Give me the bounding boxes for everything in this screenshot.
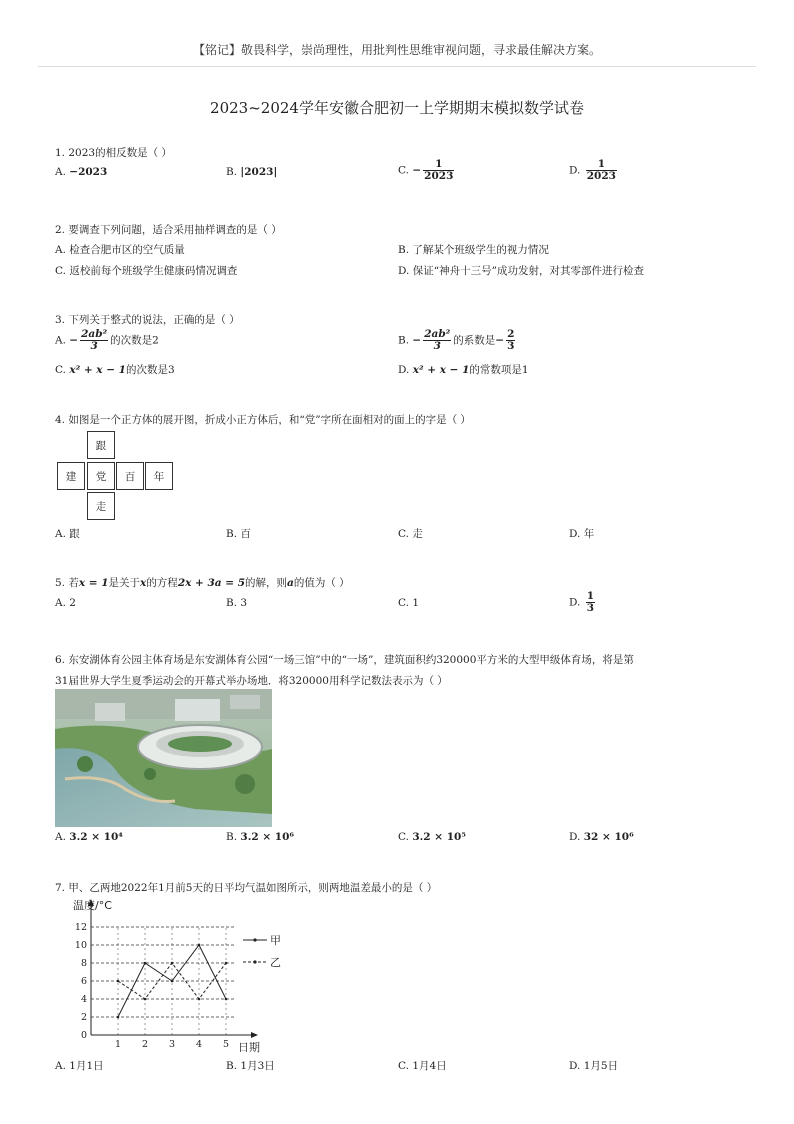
- q7-option-c: C. 1月4日: [398, 1060, 447, 1072]
- chart-y-tick-label: 10: [74, 940, 87, 951]
- q5-option-d: D. $\frac{1}{3}$: [569, 590, 595, 615]
- q3-option-d: D. x² + x − 1的常数项是1: [398, 364, 529, 376]
- chart-x-tick-label: 1: [114, 1039, 122, 1050]
- q5-option-c: C. 1: [398, 597, 420, 609]
- question-2-stem: 2. 要调查下列问题，适合采用抽样调查的是（ ）: [55, 224, 282, 236]
- q4-option-c: C. 走: [398, 528, 423, 540]
- q1-option-d: D. $\frac{1}{2023}$: [569, 158, 616, 183]
- q6-option-c: C. 3.2 × 10⁵: [398, 831, 466, 843]
- chart-x-tick-label: 4: [195, 1039, 203, 1050]
- chart-legend-marker: [253, 938, 256, 941]
- question-7-stem: 7. 甲、乙两地2022年1月前5天的日平均气温如图所示，则两地温差最小的是（ ）: [55, 882, 438, 894]
- q3-option-c: C. x² + x − 1的次数是3: [55, 364, 175, 376]
- net-cell-3: 百: [116, 462, 144, 490]
- q3-option-b: B. − $\frac{\text{2ab²}}{3}$ 的系数是− $\frac{2}{3}$: [398, 328, 515, 353]
- question-3-stem: 3. 下列关于整式的说法，正确的是（ ）: [55, 314, 240, 326]
- chart-point: [144, 998, 147, 1001]
- chart-y-tick-label: 0: [80, 1030, 87, 1041]
- chart-y-tick-label: 4: [80, 994, 87, 1005]
- question-6-line1: 6. 东安湖体育公园主体育场是东安湖体育公园“一场三馆”中的“一场”，建筑面积约320000平方米的大型甲级体育场，将是第: [55, 654, 634, 666]
- chart-y-tick-label: 2: [80, 1012, 87, 1023]
- chart-x-tick-label: 5: [222, 1039, 230, 1050]
- chart-point: [144, 962, 147, 965]
- q6-option-b: B. 3.2 × 10⁶: [226, 831, 294, 843]
- q1-option-b: B. |2023|: [226, 166, 278, 178]
- q2-option-c: C. 返校前每个班级学生健康码情况调查: [55, 265, 238, 277]
- chart-point: [225, 962, 228, 965]
- q1-option-c: C. − $\frac{1}{2023}$: [398, 158, 454, 183]
- chart-x-tick-label: 3: [168, 1039, 176, 1050]
- chart-point: [117, 980, 120, 983]
- chart-point: [225, 998, 228, 1001]
- chart-point: [198, 944, 201, 947]
- chart-x-axis-label: 日期: [238, 1041, 260, 1054]
- page-title: 2023~2024学年安徽合肥初一上学期期末模拟数学试卷: [210, 99, 584, 117]
- q7-option-d: D. 1月5日: [569, 1060, 619, 1072]
- temperature-line-chart: [55, 895, 315, 1058]
- q5-option-b: B. 3: [226, 597, 248, 609]
- chart-svg: [55, 895, 315, 1055]
- q2-option-a: A. 检查合肥市区的空气质量: [55, 244, 185, 256]
- net-cell-1: 建: [57, 462, 85, 490]
- chart-x-axis-arrow: [251, 1032, 258, 1038]
- chart-y-tick-label: 12: [74, 922, 87, 933]
- chart-point: [171, 980, 174, 983]
- net-cell-4: 年: [145, 462, 173, 490]
- q1-option-a: A. −2023: [55, 166, 108, 178]
- q7-option-b: B. 1月3日: [226, 1060, 275, 1072]
- chart-legend-label: 甲: [270, 934, 281, 947]
- q4-option-b: B. 百: [226, 528, 251, 540]
- question-4-stem: 4. 如图是一个正方体的展开图，折成小正方体后，和“党”字所在面相对的面上的字是（ ）: [55, 414, 471, 426]
- divider: [38, 66, 756, 67]
- stadium-aerial-photo: [55, 689, 272, 827]
- q3-option-a: A. − $\frac{\text{2ab²}}{3}$ 的次数是2: [55, 328, 159, 353]
- net-cell-2: 党: [87, 462, 115, 490]
- q6-option-a: A. 3.2 × 10⁴: [55, 831, 123, 843]
- chart-y-axis-label: 温度/°C: [73, 899, 112, 912]
- motto: 【铭记】敬畏科学，崇尚理性，用批判性思维审视问题，寻求最佳解决方案。: [192, 43, 601, 57]
- chart-point: [198, 998, 201, 1001]
- question-5-stem: 5. 若x = 1是关于x的方程2x + 3a = 5的解，则a的值为（ ）: [55, 577, 350, 589]
- q4-option-d: D. 年: [569, 528, 595, 540]
- chart-x-tick-label: 2: [141, 1039, 149, 1050]
- net-cell-top: 跟: [87, 431, 115, 459]
- chart-y-tick-label: 6: [80, 976, 87, 987]
- chart-legend-label: 乙: [270, 956, 281, 969]
- q4-option-a: A. 跟: [55, 528, 80, 540]
- q2-option-b: B. 了解某个班级学生的视力情况: [398, 244, 549, 256]
- chart-legend-marker: [253, 960, 256, 963]
- net-cell-bottom: 走: [87, 492, 115, 520]
- q7-option-a: A. 1月1日: [55, 1060, 104, 1072]
- chart-point: [117, 1016, 120, 1019]
- q5-option-a: A. 2: [55, 597, 76, 609]
- question-1-stem: 1. 2023的相反数是（ ）: [55, 147, 172, 159]
- q6-option-d: D. 32 × 10⁶: [569, 831, 634, 843]
- chart-y-tick-label: 8: [80, 958, 87, 969]
- chart-point: [171, 962, 174, 965]
- q2-option-d: D. 保证“神舟十三号”成功发射，对其零部件进行检查: [398, 265, 644, 277]
- question-6-line2: 31届世界大学生夏季运动会的开幕式举办场地．将320000用科学记数法表示为（ ）: [55, 675, 448, 687]
